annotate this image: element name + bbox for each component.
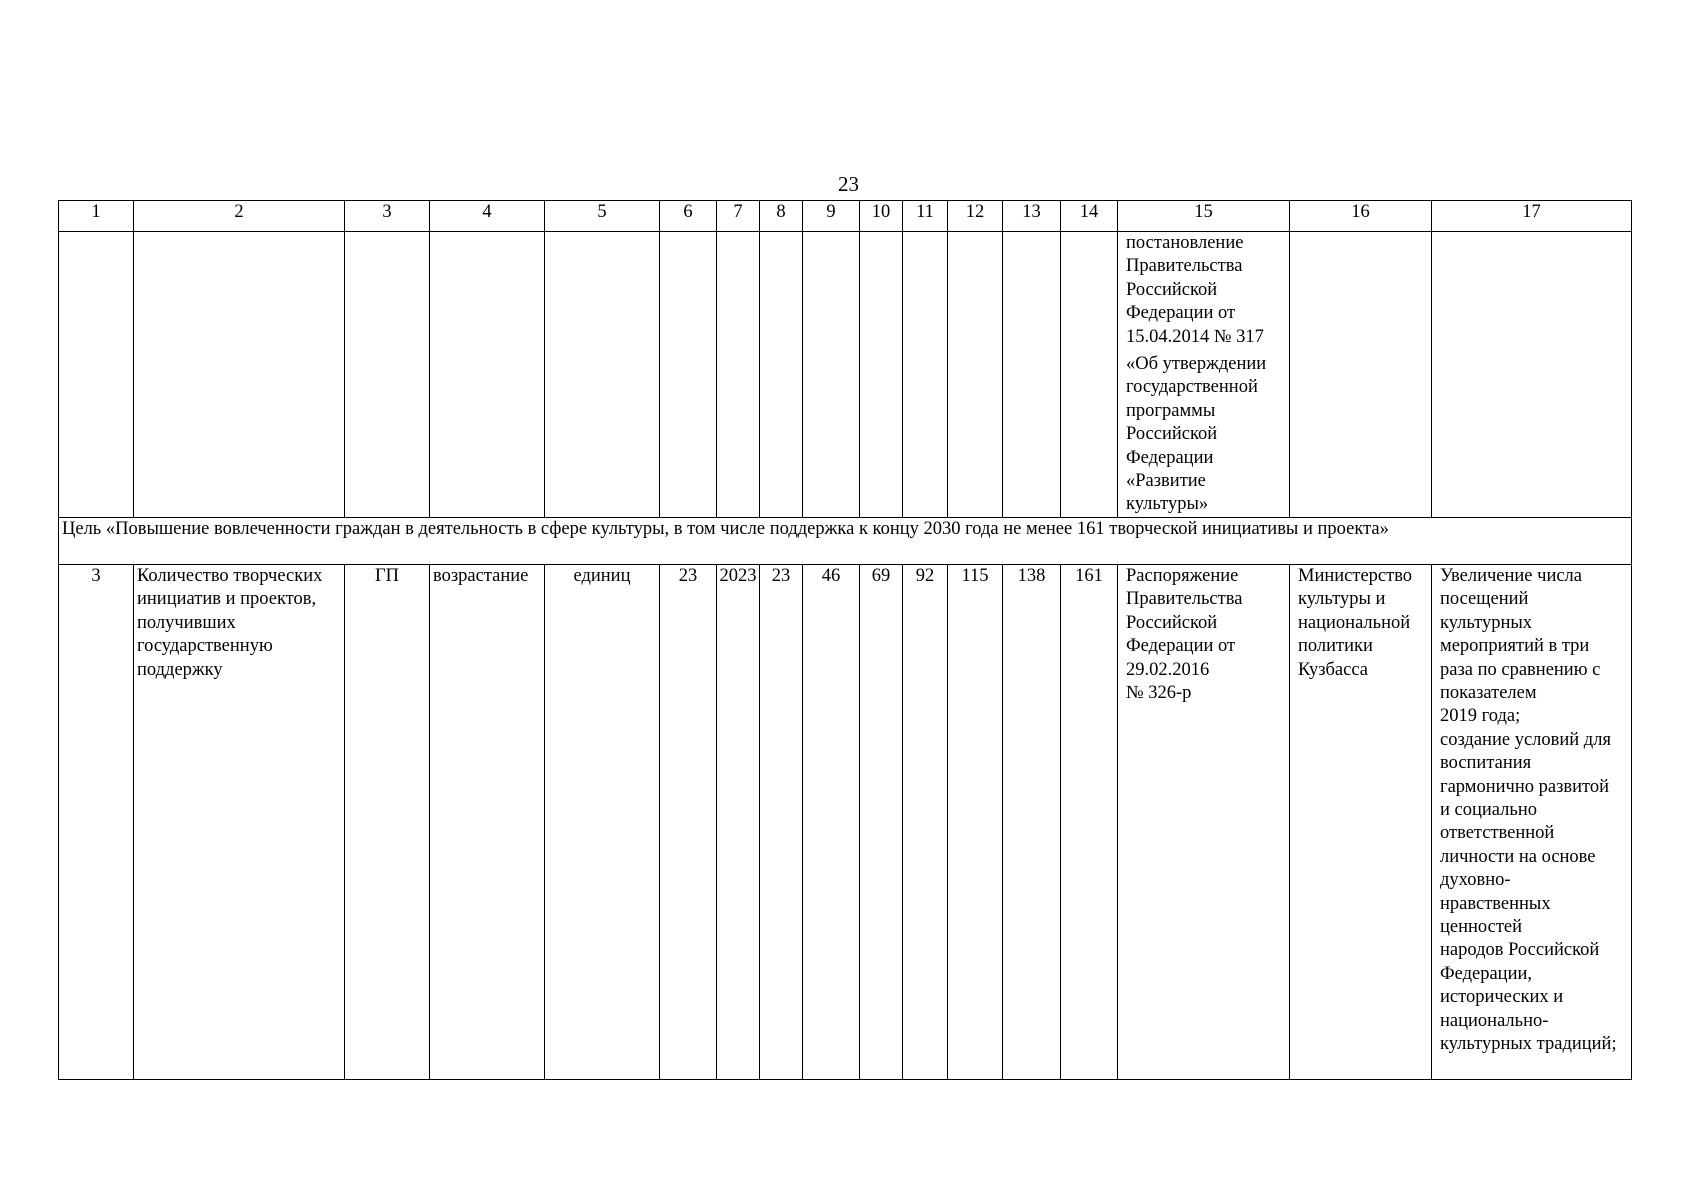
indicator-level: ГП [345, 564, 430, 1079]
continuation-row [59, 232, 1632, 518]
legal-basis-cell [1118, 232, 1290, 518]
empty-cell [760, 232, 803, 518]
column-number: 3 [345, 201, 430, 232]
legal-basis: Распоряжение Правительства Российской Федерации от 29.02.2016 № 326-р [1118, 564, 1290, 1079]
goal-row [59, 517, 1632, 564]
column-number: 2 [134, 201, 345, 232]
empty-cell [948, 232, 1003, 518]
unit-of-measure: единиц [545, 564, 660, 1079]
row-number: 3 [59, 564, 134, 1079]
empty-cell [59, 232, 134, 518]
empty-cell [660, 232, 717, 518]
empty-cell [903, 232, 948, 518]
indicators-table [58, 200, 1632, 1080]
target-value: 138 [1003, 564, 1061, 1079]
column-number: 12 [948, 201, 1003, 232]
empty-cell [860, 232, 903, 518]
goal-text: Цель «Повышение вовлеченности граждан в деятельность в сфере культуры, в том числе поддержка к концу 2030 года не менее 161 творческой инициативы и проекта» [59, 517, 1632, 564]
empty-cell [1061, 232, 1118, 518]
empty-cell [134, 232, 345, 518]
empty-cell [430, 232, 545, 518]
column-number: 11 [903, 201, 948, 232]
column-number: 7 [717, 201, 760, 232]
column-number: 15 [1118, 201, 1290, 232]
legal-basis-text: постановление Правительства Российской Федерации от 15.04.2014 № 317 [1126, 233, 1264, 347]
column-number: 10 [860, 201, 903, 232]
indicator-trend: возрастание [430, 564, 545, 1079]
empty-cell [345, 232, 430, 518]
column-number-row [59, 201, 1632, 232]
empty-cell [545, 232, 660, 518]
page-number: 23 [838, 172, 859, 196]
column-number: 8 [760, 201, 803, 232]
indicator-name: Количество творческих инициатив и проектов, получивших государственную поддержку [134, 564, 345, 1079]
column-number: 6 [660, 201, 717, 232]
column-number: 1 [59, 201, 134, 232]
column-number: 17 [1432, 201, 1632, 232]
target-value: 161 [1061, 564, 1118, 1079]
base-value: 23 [660, 564, 717, 1079]
target-value: 23 [760, 564, 803, 1079]
empty-cell [1290, 232, 1432, 518]
target-value: 115 [948, 564, 1003, 1079]
responsible-authority: Министерство культуры и национальной политики Кузбасса [1290, 564, 1432, 1079]
target-value: 69 [860, 564, 903, 1079]
column-number: 4 [430, 201, 545, 232]
target-value: 92 [903, 564, 948, 1079]
column-number: 14 [1061, 201, 1118, 232]
expected-result: Увеличение числа посещений культурных мероприятий в три раза по сравнению с показателем 2019 года; создание условий для воспитания гармонично развитой и социально ответственной личности на основе духовно- нравственных ценностей народов Российской Федерации, исторических и национально- культурных традиций; [1432, 564, 1632, 1079]
empty-cell [1003, 232, 1061, 518]
legal-basis-title: «Об утверждении государственной программы Российской Федерации «Развитие культуры» [1126, 354, 1267, 515]
column-number: 16 [1290, 201, 1432, 232]
column-number: 13 [1003, 201, 1061, 232]
empty-cell [1432, 232, 1632, 518]
empty-cell [717, 232, 760, 518]
indicator-row [59, 564, 1632, 1079]
target-value: 46 [803, 564, 860, 1079]
base-year: 2023 [717, 564, 760, 1079]
column-number: 5 [545, 201, 660, 232]
empty-cell [803, 232, 860, 518]
column-number: 9 [803, 201, 860, 232]
